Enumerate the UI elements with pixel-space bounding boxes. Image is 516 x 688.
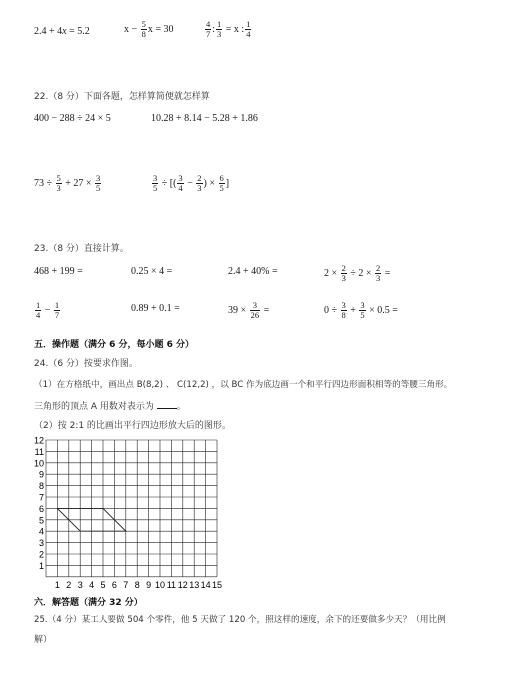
q23-calc-2: 0.25 × 4 = [131,266,173,277]
y-tick-label: 4 [38,526,44,537]
q23-calc-6: 0.89 + 0.1 = [131,303,180,314]
y-tick-label: 11 [34,446,44,457]
y-tick-label: 6 [38,503,44,514]
q23-calc-3: 2.4 + 40% = [228,266,278,277]
q23-calc-7: 39 × $\frac{3}{26}$ = [228,300,270,320]
y-axis-labels [34,436,44,571]
equation-2: x − $\frac{5}{8}$ x = 30 [124,19,174,39]
x-tick-label: 6 [111,579,117,590]
y-tick-label: 10 [33,458,44,469]
q23-calc-4: 2 × $\frac{2}{3}$ ÷ 2 × $\frac{2}{3}$ = [324,263,391,283]
x-tick-label: 1 [54,579,60,590]
q23-calc-8: 0 ÷ $\frac{3}{8}$ + $\frac{3}{5}$ × 0.5 = [324,300,398,320]
x-tick-label: 11 [166,579,177,590]
section-6-title: 六．解答题（满分 32 分） [34,598,143,608]
q23-title: 23.（8 分）直接计算。 [34,244,129,254]
q23-calc-5: $\frac{1}{4}$ − $\frac{1}{7}$ [36,300,60,320]
y-tick-label: 8 [38,481,44,492]
equation-3: $\frac{4}{7}$ : $\frac{1}{3}$ = x : $\frac{1}{4}$ [206,19,251,39]
x-tick-label: 9 [146,579,152,590]
q23-calc-1: 468 + 199 = [34,266,83,277]
y-tick-label: 12 [33,435,44,446]
y-tick-label: 5 [38,515,44,526]
y-tick-label: 9 [38,469,44,480]
q22-expr-2: 10.28 + 8.14 − 5.28 + 1.86 [151,113,258,124]
q22-expr-1: 400 − 288 ÷ 24 × 5 [34,113,111,124]
coordinate-grid[interactable] [30,432,230,592]
y-tick-label: 2 [38,549,44,560]
q24-part2: （2）按 2:1 的比画出平行四边形放大后的图形。 [34,421,231,431]
q24-part1-answer: 三角形的顶点 A 用数对表示为 。 [34,402,186,412]
q24-title: 24.（6 分）按要求作图。 [34,359,138,369]
section-5-title: 五．操作题（满分 6 分，每小题 6 分） [34,340,195,350]
x-tick-label: 10 [154,579,166,590]
x-tick-label: 13 [189,579,200,590]
q22-expr-3: 73 ÷ $\frac{5}{3}$ + 27 × $\frac{3}{5}$ [34,173,101,193]
x-tick-label: 12 [177,579,188,590]
x-tick-label: 15 [211,579,223,590]
q22-title: 22.（8 分）下面各题，怎样算简便就怎样算 [34,92,210,102]
x-tick-label: 2 [66,579,72,590]
q22-expr-4: $\frac{3}{5}$ ÷ [( $\frac{3}{4}$ − $\frac{2}{3}$ ) × $\frac{6}{5}$ ] [153,173,230,193]
q25-line1: 25.（4 分）某工人要做 504 个零件，他 5 天做了 120 个，照这样的速度，余下的还要做多少天？（用比例 [34,615,446,625]
y-tick-label: 7 [38,492,44,503]
equation-1: 2.4 + 4x = 5.2 [34,26,90,37]
q25-line2: 解） [34,635,53,645]
x-tick-label: 14 [200,579,211,590]
y-tick-label: 1 [38,560,44,571]
y-tick-label: 3 [38,538,44,549]
x-tick-label: 5 [100,579,106,590]
x-axis-labels [55,580,222,590]
x-tick-label: 7 [123,579,129,590]
x-tick-label: 3 [77,579,83,590]
x-tick-label: 8 [134,579,140,590]
answer-blank[interactable] [157,400,177,409]
q24-part1: （1）在方格纸中，画出点 B(8,2) 、 C(12,2) ，以 BC 作为底边画一个和平行四边形面积相等的等腰三角形。 [34,380,453,390]
x-tick-label: 4 [89,579,95,590]
